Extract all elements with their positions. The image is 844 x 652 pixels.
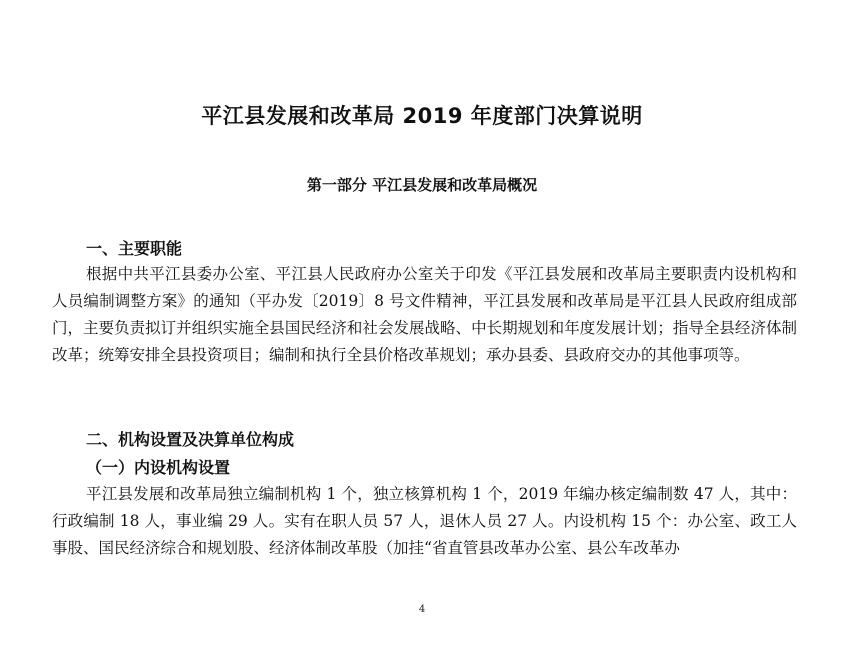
page-number: 4 — [418, 604, 426, 615]
subsection-heading-internal-structure: （一）内设机构设置 — [86, 458, 231, 477]
section-heading-main-functions: 一、主要职能 — [86, 239, 183, 258]
section-heading-organization: 二、机构设置及决算单位构成 — [86, 430, 295, 449]
paragraph-internal-structure: 平江县发展和改革局独立编制机构 1 个，独立核算机构 1 个，2019 年编办核定编制数 47 人，其中：行政编制 18 人，事业编 29 人。实有在职人员 57 人，退休人员 27 人。内设机构 15 个：办公室、政工人事股、国民经济综合和规划股、经济体制改革股（加挂“省直管县改革办公室、县公车改革办 — [52, 485, 797, 557]
part-title: 第一部分 平江县发展和改革局概况 — [306, 176, 538, 194]
document-title: 平江县发展和改革局 2019 年度部门决算说明 — [201, 104, 643, 128]
paragraph-main-functions: 根据中共平江县委办公室、平江县人民政府办公室关于印发《平江县发展和改革局主要职责内设机构和人员编制调整方案》的通知（平办发〔2019〕8 号文件精神，平江县发展和改革局是平江县人民政府组成部门，主要负责拟订并组织实施全县国民经济和社会发展战略、中长期规划和年度发展计划；指导全县经济体制改革；统筹安排全县投资项目；编制和执行全县价格改革规划；承办县委、县政府交办的其他事项等。 — [52, 265, 797, 364]
